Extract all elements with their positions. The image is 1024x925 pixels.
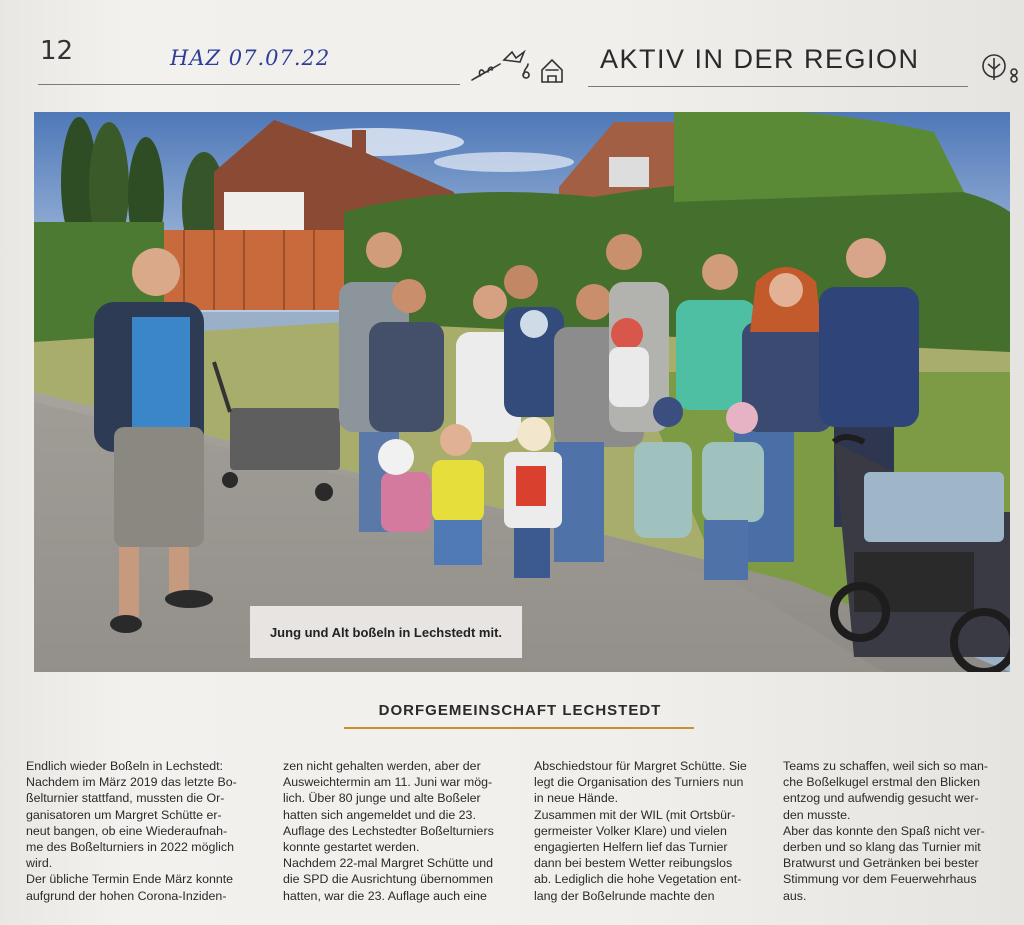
article-column-1: Endlich wieder Boßeln in Lechstedt: Nachdem im März 2019 das letzte Bo- ßelturnier stattfand, mussten die Or- ganisatoren um Margret Schütte er- neut bangen, ob eine Wiederaufnah- me des Boßelturniers in 2022 möglich wird. Der übliche Termin Ende März konnte aufgrund der hohen Corona-Inziden-	[26, 759, 237, 903]
article-column-4: Teams zu schaffen, weil sich so man- che Boßelkugel erstmal den Blicken entzog und aufwendig gesucht wer- den musste. Aber das konnte den Spaß nicht ver- derben und so klang das Turnier mit Bratwurst und Getränken bei bester Stimmung vor dem Feuerwehrhaus aus.	[783, 759, 988, 903]
tree-icon	[980, 52, 1020, 86]
article-column-3: Abschiedstour für Margret Schütte. Sie legt die Organisation des Turniers nun in neue Hände. Zusammen mit der WIL (mit Ortsbür- germeister Volker Klare) und vielen engagierten Helfern lief das Turnier dann bei bestem Wetter reibungslos ab. Lediglich die hohe Vegetation ent- lang der Boßelrunde machte den	[534, 759, 747, 903]
photo-caption: Jung und Alt boßeln in Lechstedt mit.	[250, 606, 522, 658]
handwritten-date-note: HAZ 07.07.22	[170, 46, 331, 70]
article-column-2: zen nicht gehalten werden, aber der Ausweichtermin am 11. Juni war mög- lich. Über 80 junge und alte Boßeler hatten sich angemeldet und die 23. Auflage des Lechstedter Boßelturniers konnte gestartet werden. Nachdem 22-mal Margret Schütte und die SPD die Ausrichtung übernommen hatten, war die 23. Auflage auch eine	[283, 759, 494, 903]
group-photo	[34, 112, 1010, 672]
header-rule-left	[38, 84, 460, 85]
village-life-icon	[468, 44, 578, 88]
header-rule-right	[588, 86, 968, 87]
page-number: 12	[40, 36, 74, 66]
section-title: AKTIV IN DER REGION	[600, 44, 920, 74]
article-headline: DORFGEMEINSCHAFT LECHSTEDT	[378, 702, 662, 719]
headline-accent-rule	[344, 727, 694, 729]
